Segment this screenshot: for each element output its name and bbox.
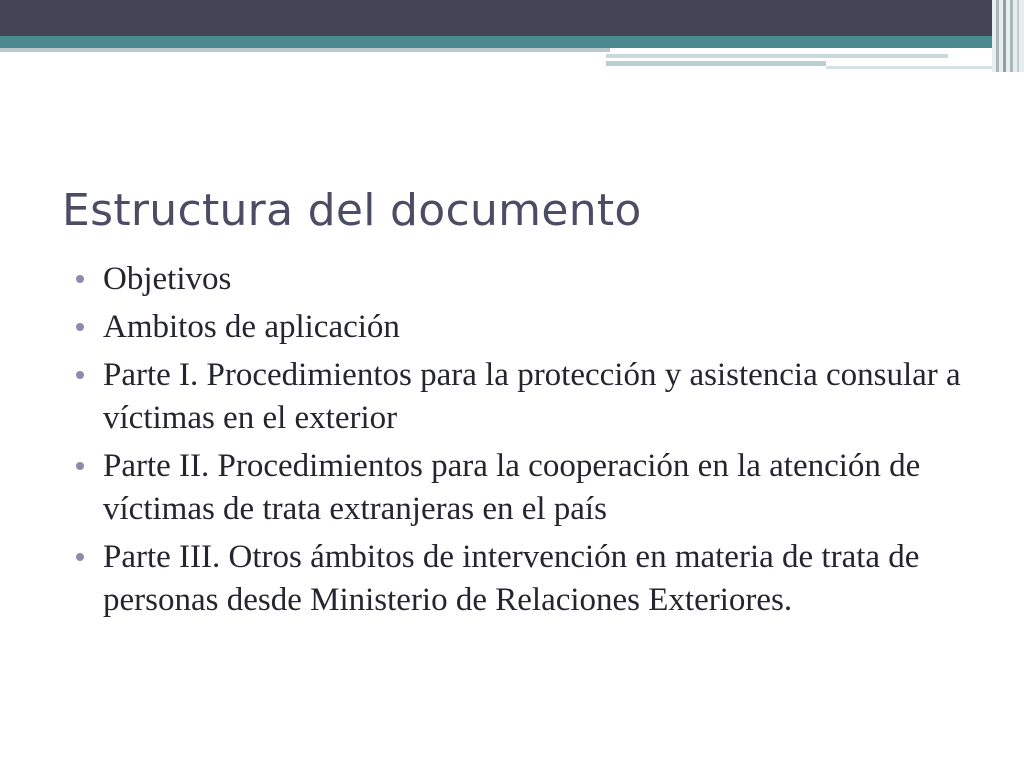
bullet-item <box>76 306 996 349</box>
bullet-text: Parte II. Procedimientos para la cooperación en la atención de víctimas de trata extranjeras en el país <box>103 448 921 527</box>
bullet-text: Objetivos <box>103 261 232 297</box>
bullet-dot-icon <box>76 553 84 561</box>
header-accent-line <box>606 54 948 58</box>
header-vertical-bar <box>1010 0 1013 72</box>
header-vertical-bar <box>996 0 999 72</box>
bullet-text: Ambitos de aplicación <box>103 309 400 345</box>
header-band-light <box>0 48 610 52</box>
header-band-teal <box>0 36 1024 48</box>
bullet-text: Parte I. Procedimientos para la protección y asistencia consular a víctimas en el exterior <box>103 357 961 436</box>
header-vertical-bar <box>1017 0 1019 72</box>
header-vertical-bar <box>1003 0 1006 72</box>
header-band-dark <box>0 0 1024 36</box>
bullet-item <box>76 354 996 440</box>
bullet-dot-icon <box>76 462 84 470</box>
bullet-dot-icon <box>76 275 84 283</box>
bullet-item <box>76 536 996 622</box>
bullet-item <box>76 445 996 531</box>
header-accent-line <box>606 61 826 66</box>
slide-title: Estructura del documento <box>62 185 642 237</box>
bullet-text: Parte III. Otros ámbitos de intervención en materia de trata de personas desde Ministerio de Relaciones Exteriores. <box>103 539 920 618</box>
bullet-dot-icon <box>76 323 84 331</box>
bullet-dot-icon <box>76 371 84 379</box>
bullet-list <box>76 258 996 627</box>
header-accent-line <box>826 66 992 69</box>
bullet-item <box>76 258 996 301</box>
